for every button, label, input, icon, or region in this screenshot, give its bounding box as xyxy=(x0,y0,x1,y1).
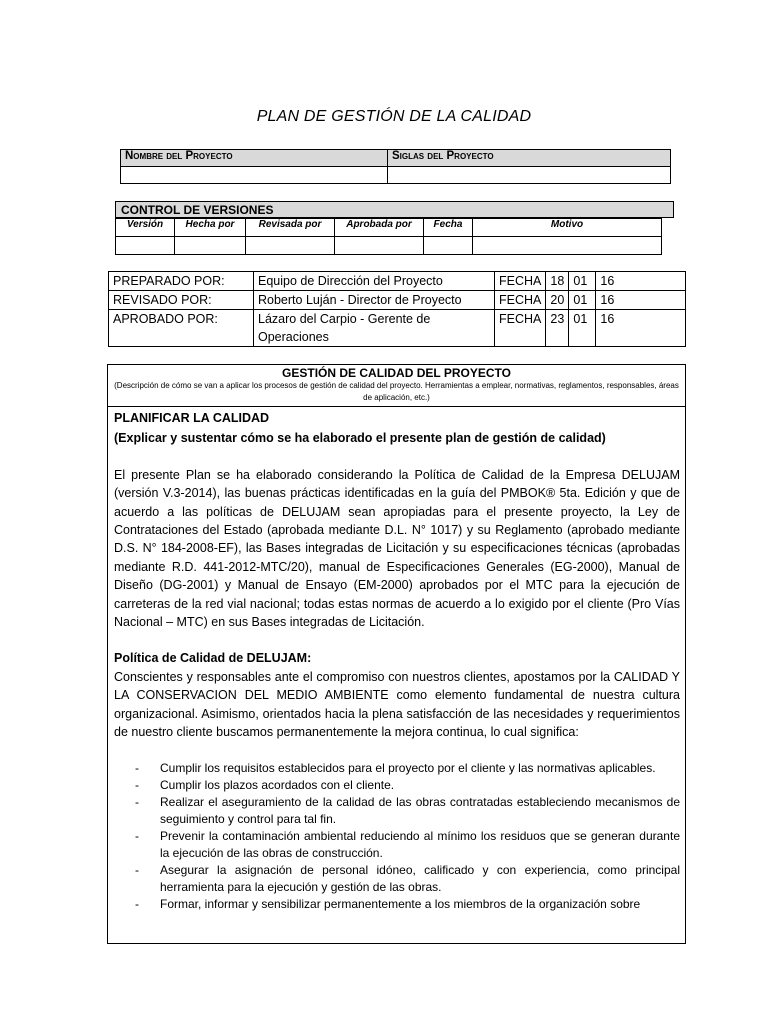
version-control-title: CONTROL DE VERSIONES xyxy=(115,201,674,218)
approval-month: 01 xyxy=(569,291,596,310)
policy-text: Conscientes y responsables ante el compromiso con nuestros clientes, apostamos por la CALIDAD Y LA CONSERVACION DEL MEDIO AMBIENTE como elemento fundamental de nuestra cultura organizacional. Asimismo, orientados hacia la plena satisfacción de las necesidades y requerimientos de nuestro cliente buscamos permanentemente la mejora continua, lo cual significa: xyxy=(114,669,680,740)
approval-day: 23 xyxy=(546,310,569,347)
date-column-header: Fecha xyxy=(424,219,473,237)
reason-cell xyxy=(473,237,662,255)
project-acronym-label: Siglas del Proyecto xyxy=(388,150,671,167)
made-by-cell xyxy=(175,237,246,255)
approval-person: Equipo de Dirección del Proyecto xyxy=(254,272,495,291)
list-item: - Formar, informar y sensibilizar permanentemente a los miembros de la organización sobre xyxy=(114,896,680,913)
made-by-column-header: Hecha por xyxy=(175,219,246,237)
project-info-table xyxy=(120,149,671,184)
list-item: - Cumplir los requisitos establecidos para el proyecto por el cliente y las normativas aplicables. xyxy=(114,760,680,777)
version-cell xyxy=(116,237,175,255)
policy-list xyxy=(114,760,680,913)
list-item: - Prevenir la contaminación ambiental reduciendo al mínimo los residuos que se generan durante la ejecución de las obras de construcción. xyxy=(114,828,680,862)
plan-paragraph: El presente Plan se ha elaborado considerando la Política de Calidad de la Empresa DELUJAM (versión V.3-2014), las buenas prácticas identificadas en la guía del PMBOK® 5ta. Edición y que de acuerdo a las políticas de DELUJAM sean apropiadas para el presente proyecto, la Ley de Contrataciones del Estado (aprobada mediante D.L. N° 1017) y su Reglamento (aprobado mediante D.S. N° 184-2008-EF), las Bases integradas de Licitación y su especificaciones técnicas (aprobadas mediante R.D. 441-2012-MTC/20), manual de Especificaciones Generales (EG-2000), Manual de Diseño (DG-2001) y Manual de Ensayo (EM-2000) aprobados por el MTC para la ejecución de carreteras de la red vial nacional; todas estas normas de acuerdo a lo exigido por el cliente (Pro Vías Nacional – MTC) en sus Bases integradas de Licitación. xyxy=(114,467,680,630)
policy-title: Política de Calidad de DELUJAM: xyxy=(114,651,312,666)
plan-title: PLANIFICAR LA CALIDAD xyxy=(114,411,270,425)
approval-month: 01 xyxy=(569,310,596,347)
section-description: (Descripción de cómo se van a aplicar los procesos de gestión de calidad del proyecto. Herramientas a emplear, normativas, reglamentos, responsables, áreas de aplicación, etc.) xyxy=(114,381,679,402)
approval-day: 20 xyxy=(546,291,569,310)
project-acronym-value xyxy=(388,167,671,184)
section-heading: GESTIÓN DE CALIDAD DEL PROYECTO xyxy=(282,366,511,380)
approval-person: Roberto Luján - Director de Proyecto xyxy=(254,291,495,310)
document-title: PLAN DE GESTIÓN DE LA CALIDAD xyxy=(256,108,532,125)
reason-column-header: Motivo xyxy=(473,219,662,237)
section-body xyxy=(108,407,685,913)
approval-date-label: FECHA xyxy=(495,291,546,310)
approval-row xyxy=(109,272,686,291)
approval-label: PREPARADO POR: xyxy=(109,272,254,291)
list-item: - Asegurar la asignación de personal idóneo, calificado y con experiencia, como principal herramienta para la ejecución y gestión de las obras. xyxy=(114,862,680,896)
approval-month: 01 xyxy=(569,272,596,291)
list-item: - Realizar el aseguramiento de la calidad de las obras contratadas estableciendo mecanismos de seguimiento y control para tal fin. xyxy=(114,794,680,828)
project-name-label: Nombre del Proyecto xyxy=(121,150,388,167)
plan-subtitle: (Explicar y sustentar cómo se ha elaborado el presente plan de gestión de calidad) xyxy=(114,431,606,446)
approvals-table xyxy=(108,271,686,347)
project-name-value xyxy=(121,167,388,184)
quality-management-section xyxy=(107,364,686,944)
list-item: - Cumplir los plazos acordados con el cliente. xyxy=(114,777,680,794)
approval-label: APROBADO POR: xyxy=(109,310,254,347)
reviewed-by-column-header: Revisada por xyxy=(246,219,335,237)
approval-person: Lázaro del Carpio - Gerente de Operaciones xyxy=(254,310,495,347)
approved-by-column-header: Aprobada por xyxy=(335,219,424,237)
approval-year: 16 xyxy=(596,272,686,291)
approval-label: REVISADO POR: xyxy=(109,291,254,310)
section-header xyxy=(108,365,685,407)
version-column-header: Versión xyxy=(116,219,175,237)
approved-by-cell xyxy=(335,237,424,255)
version-control-table xyxy=(115,218,662,255)
approval-day: 18 xyxy=(546,272,569,291)
approval-row xyxy=(109,291,686,310)
approval-row xyxy=(109,310,686,347)
approval-year: 16 xyxy=(596,310,686,347)
reviewed-by-cell xyxy=(246,237,335,255)
date-cell xyxy=(424,237,473,255)
approval-date-label: FECHA xyxy=(495,272,546,291)
approval-date-label: FECHA xyxy=(495,310,546,347)
approval-year: 16 xyxy=(596,291,686,310)
